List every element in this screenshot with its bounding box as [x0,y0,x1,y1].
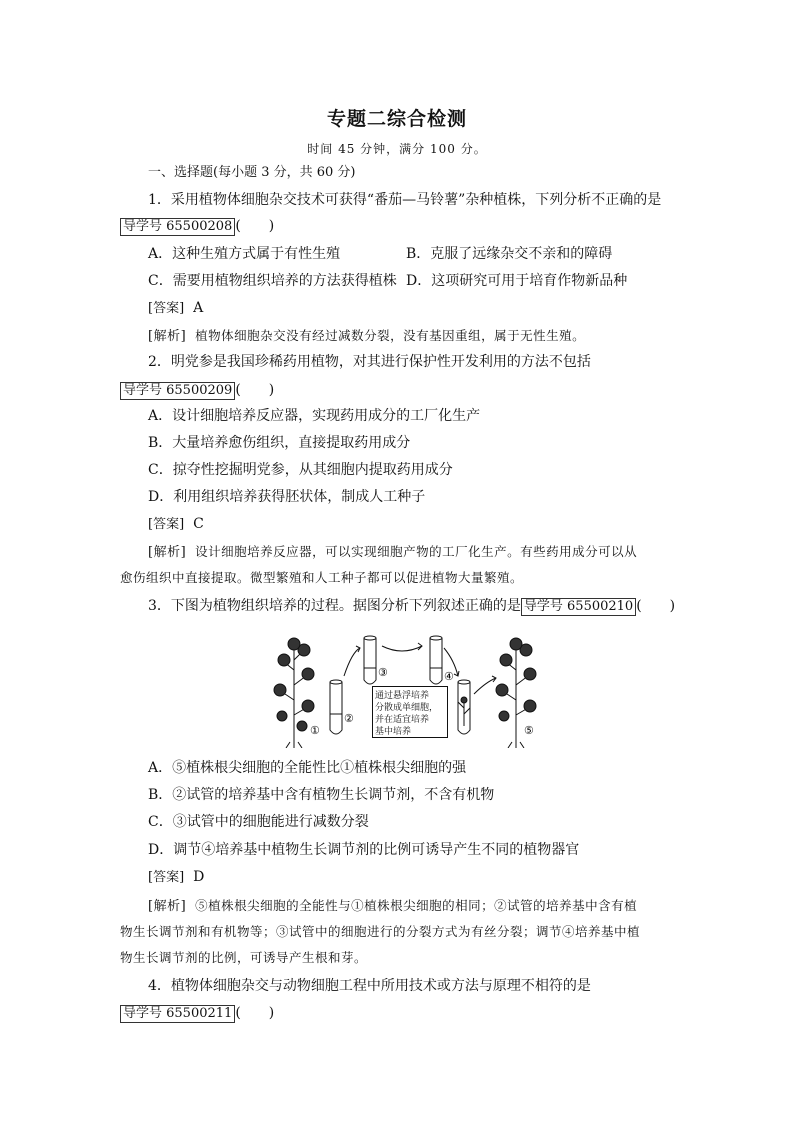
q2-explain-1: 设计细胞培养反应器，可以实现细胞产物的工厂化生产。有些药用成分可以从 [195,544,638,559]
page-subtitle: 时间 45 分钟，满分 100 分。 [307,142,487,156]
figure-label-3: ③ [378,666,388,679]
q3-stem: 3．下图为植物组织培养的过程。据图分析下列叙述正确的是 [148,598,521,614]
q1-paren: ( ) [235,218,275,234]
q3-stem-line [148,596,678,616]
q3-answer-tag: [答案] [148,870,185,885]
q3-explain-tag: [解析] [148,899,187,914]
tube-2-icon [330,680,342,734]
q2-option-c: C．掠夺性挖掘明党参，从其细胞内提取药用成分 [148,462,453,478]
q4-paren: ( ) [235,1005,275,1021]
q1-answer-tag: [答案] [148,301,185,316]
q2-explain-tag: [解析] [148,545,187,560]
q3-option-c: C．③试管中的细胞能进行减数分裂 [148,814,369,830]
q3-option-d: D．调节④培养基中植物生长调节剂的比例可诱导产生不同的植物器官 [148,842,580,858]
q1-code[interactable]: 导学号 65500208 [120,218,235,236]
q3-option-b: B．②试管的培养基中含有植物生长调节剂，不含有机物 [148,787,495,803]
figure-label-1: ① [310,724,320,737]
figure-box-line-2: 分散成单细胞， [375,703,439,713]
figure-box-line-1: 通过悬浮培养 [375,691,430,701]
q3-paren: ( ) [636,598,676,614]
q3-explain-1: ⑤植株根尖细胞的全能性与①植株根尖细胞的相同；②试管的培养基中含有植 [195,898,638,913]
q3-explain-line-1 [148,896,678,917]
q1-option-d: D．这项研究可用于培育作物新品种 [406,273,628,289]
q3-code[interactable]: 导学号 65500210 [521,598,636,616]
q2-explain-2: 愈伤组织中直接提取。微型繁殖和人工种子都可以促进植物大量繁殖。 [120,570,524,585]
q2-stem: 2．明党参是我国珍稀药用植物，对其进行保护性开发利用的方法不包括 [148,354,591,370]
q1-option-c: C．需要用植物组织培养的方法获得植株 [148,273,397,289]
q1-explain-line [148,326,678,347]
q2-answer-tag: [答案] [148,517,185,532]
q3-answer: D [193,869,205,885]
tube-4-icon [430,636,442,684]
q1-answer: A [193,300,204,316]
q3-option-a: A．⑤植株根尖细胞的全能性比①植株根尖细胞的强 [148,760,467,776]
figure-label-4: ④ [444,670,454,683]
q4-stem: 4．植物体细胞杂交与动物细胞工程中所用技术或方法与原理不相符的是 [148,978,591,994]
q2-option-b: B．大量培养愈伤组织，直接提取药用成分 [148,435,411,451]
q1-explain-tag: [解析] [148,329,187,344]
plant-1-icon [274,638,314,748]
q2-option-a: A．设计细胞培养反应器，实现药用成分的工厂化生产 [148,408,481,424]
q1-stem: 1．采用植物体细胞杂交技术可获得“番茄—马铃薯”杂种植株，下列分析不正确的是 [148,192,662,208]
tube-5-icon [458,680,470,734]
arrow-2-icon [382,646,422,651]
arrow-1-icon [344,648,360,676]
q3-answer-line [148,867,678,888]
figure-box-line-3: 并在适宜培养 [375,715,430,725]
figure-label-2: ② [344,712,354,725]
q2-option-d: D．利用组织培养获得胚状体，制成人工种子 [148,489,426,505]
q2-explain-line-1 [148,542,678,563]
q1-option-b: B．克服了远缘杂交不亲和的障碍 [406,246,613,262]
q1-code-line [120,216,680,236]
q1-explain: 植物体细胞杂交没有经过减数分裂，没有基因重组，属于无性生殖。 [195,328,586,343]
q2-code[interactable]: 导学号 65500209 [120,382,235,400]
q2-answer-line [148,514,678,535]
q3-explain-3: 物生长调节剂的比例，可诱导产生根和芽。 [120,950,368,965]
figure-caption-box [372,686,448,738]
q1-option-a: A．这种生殖方式属于有性生殖 [148,246,341,262]
q2-paren: ( ) [235,382,275,398]
q1-answer-line [148,298,678,319]
page-title: 专题二综合检测 [326,108,467,130]
arrow-4-icon [474,678,496,694]
q4-code[interactable]: 导学号 65500211 [120,1005,235,1023]
q3-explain-2: 物生长调节剂和有机物等；③试管中的细胞进行的分裂方式为有丝分裂；调节④培养基中植 [120,924,641,939]
q2-answer: C [193,516,204,532]
section-heading: 一、选择题(每小题 3 分，共 60 分) [148,165,356,180]
figure-box-line-4: 基中培养 [375,727,412,737]
q4-code-line [120,1003,680,1023]
figure-label-5: ⑤ [524,724,534,737]
q2-code-line [120,380,680,400]
tube-3-icon [364,636,376,684]
